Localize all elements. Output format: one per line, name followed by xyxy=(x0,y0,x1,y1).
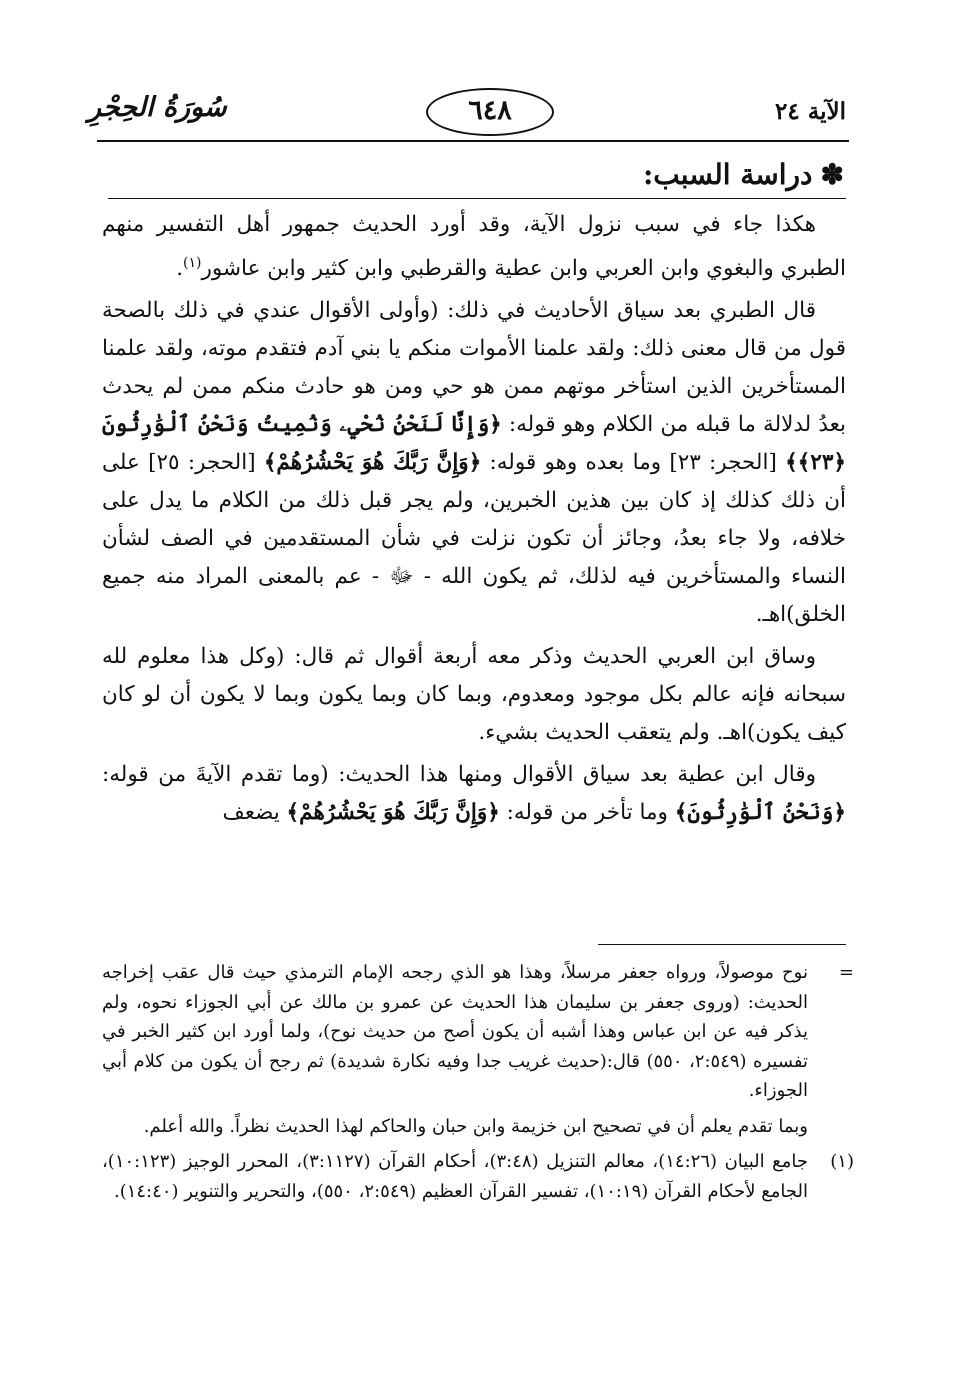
section-title: دراسة السبب: xyxy=(642,158,813,191)
page-number: ٦٤٨ xyxy=(426,88,554,136)
footnote-mark: (١) xyxy=(830,1151,854,1172)
paragraph-text: هكذا جاء في سبب نزول الآية، وقد أورد الحديث جمهور أهل التفسير منهم الطبري والبغوي وابن العربي وابن عطية والقرطبي وابن كثير وابن عاشور xyxy=(102,212,846,282)
paragraph-text: [الحجر: ٢٥] على أن ذلك كذلك إذ كان بين هذين الخبرين، ولم يجر قبل ذلك من الكلام ما يدل على خلافه، ولا جاء بعدُ، وجائز أن تكون نزلت في شأن المستقدمين في الصف لشأن النساء والمستأخرين فيه لذلك، ثم يكون الله - ﷻ - عم بالمعنى المراد منه جميع الخلق)اهـ. xyxy=(102,450,846,628)
verse-reference: الآية ٢٤ xyxy=(775,98,846,125)
footnote-text: وبما تقدم يعلم أن في تصحيح ابن خزيمة وابن حبان والحاكم لهذا الحديث نظراً. والله أعلم. xyxy=(143,1115,808,1137)
footnote-separator xyxy=(598,944,846,945)
paragraph-tail: . xyxy=(176,256,184,282)
paragraph-text: وقال ابن عطية بعد سياق الأقوال ومنها هذا الحديث: (وما تقدم الآيةَ من قوله: xyxy=(102,762,816,788)
paragraph-2 xyxy=(102,292,846,634)
quran-quote: ﴿وَإِنَّ رَبَّكَ هُوَ يَحْشُرُهُمْ﴾ xyxy=(286,800,500,826)
footnote-reference: (١) xyxy=(183,255,202,271)
quran-quote: ﴿وَإِنَّا لَنَحْنُ نُحْيِۦ وَنُمِيتُ وَنَحْنُ ٱلْوَٰرِثُونَ ﴿٢٣﴾﴾ xyxy=(102,412,846,476)
paragraph-text: وما تأخر من قوله: xyxy=(499,800,675,826)
quran-quote: ﴿وَإِنَّ رَبَّكَ هُوَ يَحْشُرُهُمْ﴾ xyxy=(263,450,482,476)
paragraph-text: وساق ابن العربي الحديث وذكر معه أربعة أقوال ثم قال: (وكل هذا معلوم لله سبحانه فإنه عالم بكل موجود ومعدوم، وبما كان وبما يكون وبما لا يكون أن لو كان كيف يكون)اهـ. ولم يتعقب الحديث بشيء. xyxy=(102,644,846,746)
footnote-continuation xyxy=(102,958,854,1106)
footnote-text: جامع البيان (١٤:٢٦)، معالم التنزيل (٣:٤٨)، أحكام القرآن (٣:١١٢٧)، المحرر الوجيز (١٠:١٢٣)، الجامع لأحكام القرآن (١٠:١٩)، تفسير القرآن العظيم (٢:٥٤٩، ٥٥٠)، والتحرير والتنوير (١٤:٤٠). xyxy=(102,1151,809,1202)
quran-quote: ﴿وَنَحْنُ ٱلْوَٰرِثُونَ﴾ xyxy=(674,800,846,826)
main-text xyxy=(102,206,846,836)
footnote-text: نوح موصولاً، ورواه جعفر مرسلاً، وهذا هو الذي رجحه الإمام الترمذي حيث قال عقب إخراجه الحديث: (وروى جعفر بن سليمان هذا الحديث عن عمرو بن مالك عن أبي الجوزاء نحوه، ولم يذكر فيه عن ابن عباس وهذا أشبه أن يكون أصح من حديث نوح)، ولما أورد ابن كثير الخبر في تفسيره (٢:٥٤٩، ٥٥٠) قال:(حديث غريب جدا وفيه نكارة شديدة) ثم رجح أن يكون من كلام أبي الجوزاء. xyxy=(102,962,809,1101)
surah-name: سُورَةُ الحِجْرِ xyxy=(88,92,227,123)
paragraph-text: يضعف xyxy=(222,800,287,826)
paragraph-3 xyxy=(102,638,846,752)
section-underline xyxy=(108,198,846,199)
paragraph-1 xyxy=(102,206,846,288)
footnote-continuation xyxy=(102,1112,854,1142)
asterisk-icon: ✽ xyxy=(820,158,844,191)
header-divider xyxy=(97,140,849,142)
section-heading xyxy=(643,158,844,191)
footnote-1 xyxy=(102,1147,854,1206)
footnotes xyxy=(102,958,854,1212)
paragraph-text: قال الطبري بعد سياق الأحاديث في ذلك: (وأولى الأقوال عندي في ذلك بالصحة قول من قال معنى ذلك: ولقد علمنا الأموات منكم يا بني آدم فتقدم موته، ولقد علمنا المستأخرين الذين استأخر موتهم ممن هو حي ومن هو حادث منكم ممن لم يحدث بعدُ لدلالة ما قبله من الكلام وهو قوله: xyxy=(102,298,847,438)
footnote-mark: = xyxy=(838,962,854,983)
paragraph-4 xyxy=(102,756,846,832)
paragraph-text: [الحجر: ٢٣] وما بعده وهو قوله: xyxy=(481,450,786,476)
